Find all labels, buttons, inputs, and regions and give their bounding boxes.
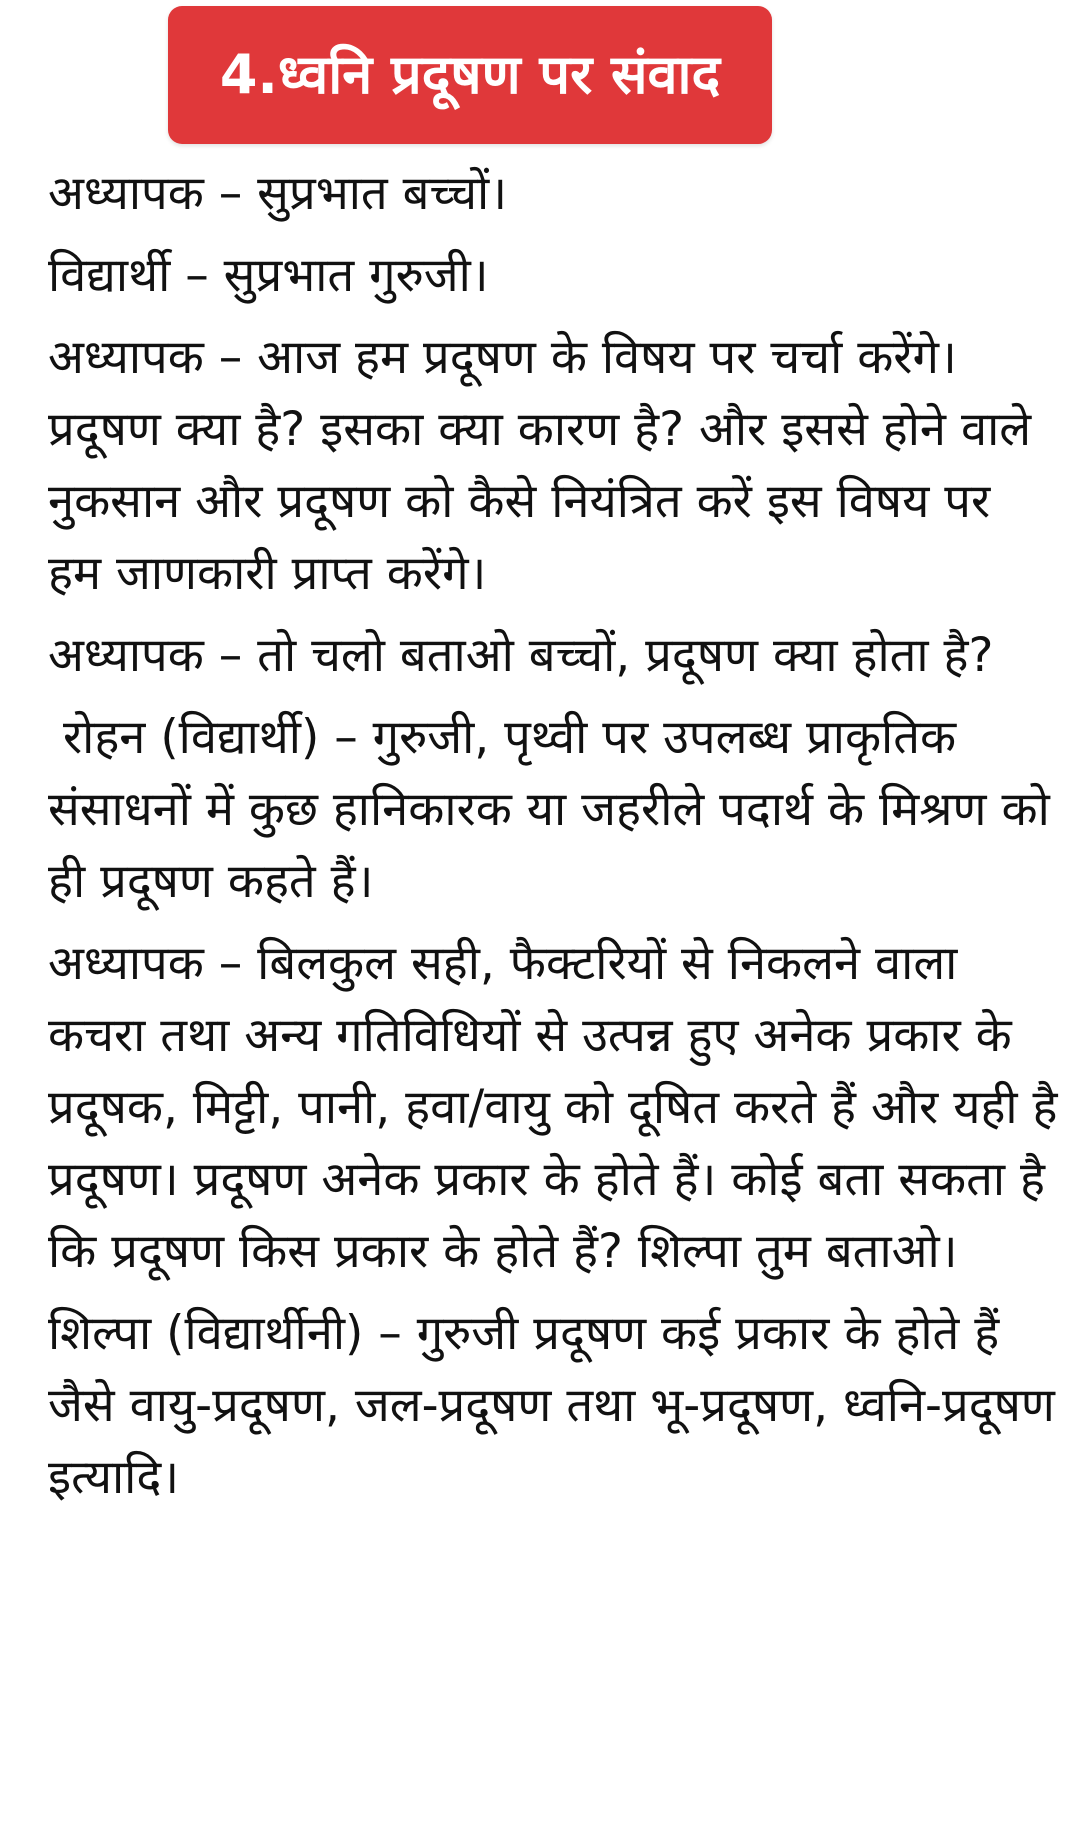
dialogue-line-rohan-answer: रोहन (विद्यार्थी) – गुरुजी, पृथ्वी पर उपलब्ध प्राकृतिक संसाधनों में कुछ हानिकारक या जहरीले पदार्थ के मिश्रण को ही प्रदूषण कहते हैं।	[48, 710, 1065, 909]
page-title: 4.ध्वनि प्रदूषण पर संवाद	[219, 43, 721, 106]
dialogue-line-teacher-greeting: अध्यापक – सुप्रभात बच्चों।	[48, 166, 508, 221]
dialogue-body	[48, 158, 1065, 1524]
dialogue-line-teacher-explanation: अध्यापक – बिलकुल सही, फैक्टरियों से निकलने वाला कचरा तथा अन्य गतिविधियों से उत्पन्न हुए अनेक प्रकार के प्रदूषक, मिट्टी, पानी, हवा/वायु को दूषित करते हैं और यही है प्रदूषण। प्रदूषण अनेक प्रकार के होते हैं। कोई बता सकता है कि प्रदूषण किस प्रकार के होते हैं? शिल्पा तुम बताओ।	[48, 936, 1058, 1279]
dialogue-line-teacher-question: अध्यापक – तो चलो बताओ बच्चों, प्रदूषण क्या होता है?	[48, 628, 994, 683]
dialogue-line-teacher-intro: अध्यापक – आज हम प्रदूषण के विषय पर चर्चा करेंगे। प्रदूषण क्या है? इसका क्या कारण है? और इससे होने वाले नुकसान और प्रदूषण को कैसे नियंत्रित करें इस विषय पर हम जाणकारी प्राप्त करेंगे।	[48, 330, 1032, 601]
dialogue-line-shilpa-answer: शिल्पा (विद्यार्थीनी) – गुरुजी प्रदूषण कई प्रकार के होते हैं जैसे वायु-प्रदूषण, जल-प्रदूषण तथा भू-प्रदूषण, ध्वनि-प्रदूषण इत्यादि।	[48, 1306, 1055, 1505]
title-banner	[168, 6, 772, 144]
dialogue-line-student-greeting: विद्यार्थी – सुप्रभात गुरुजी।	[48, 248, 489, 303]
